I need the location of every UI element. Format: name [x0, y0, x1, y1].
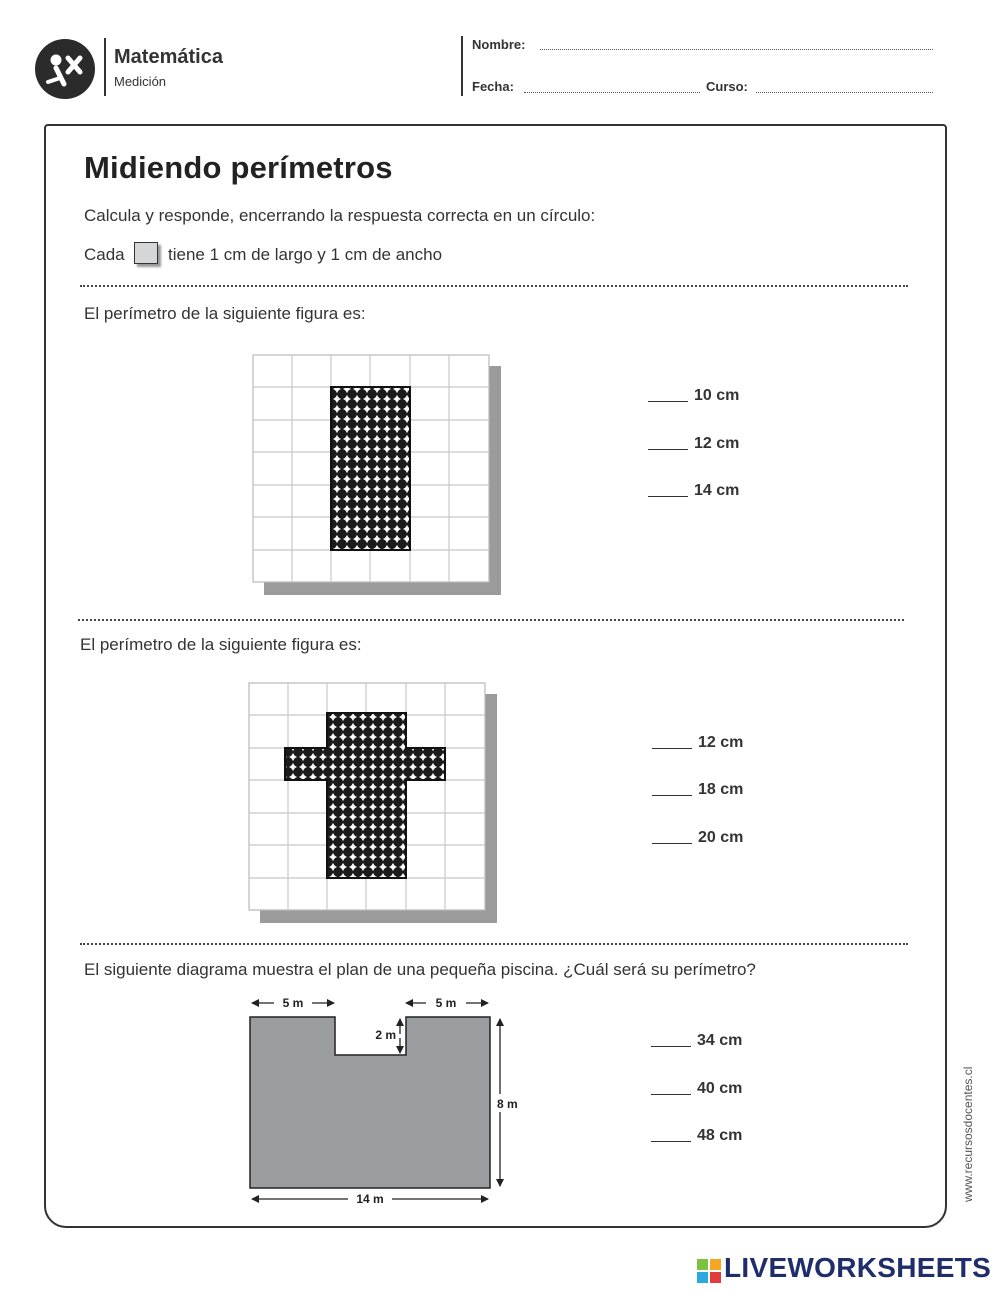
source-url: www.recursosdocentes.cl [961, 1066, 975, 1202]
q1-option-3[interactable]: 14 cm [648, 482, 739, 500]
unit-description: tiene 1 cm de largo y 1 cm de ancho [168, 245, 443, 264]
date-label: Fecha: [472, 79, 514, 94]
course-field[interactable] [756, 91, 933, 93]
liveworksheets-logo-icon [697, 1259, 721, 1283]
section-separator [80, 285, 908, 287]
pool-diagram [240, 990, 540, 1212]
worksheet-title: Midiendo perímetros [84, 150, 393, 185]
cross-figure [248, 682, 504, 928]
topic-subtitle: Medición [114, 74, 167, 89]
question-1-prompt: El perímetro de la siguiente figura es: [84, 304, 366, 323]
q3-option-3[interactable]: 48 cm [651, 1127, 742, 1145]
q2-option-3[interactable]: 20 cm [652, 829, 743, 847]
dim-notch: 2 m [375, 1028, 396, 1042]
section-separator [78, 619, 904, 621]
shaded-rectangle [331, 387, 410, 550]
dim-top-left: 5 m [282, 996, 304, 1010]
question-3-prompt: El siguiente diagrama muestra el plan de una pequeña piscina. ¿Cuál será su perímetro? [84, 960, 756, 979]
course-label: Curso: [706, 79, 748, 94]
dim-top-right: 5 m [435, 996, 457, 1010]
q2-option-2[interactable]: 18 cm [652, 781, 743, 799]
q3-option-1[interactable]: 34 cm [651, 1032, 742, 1050]
instruction-text: Calcula y responde, encerrando la respuesta correcta en un círculo: [84, 206, 596, 225]
header-divider [104, 38, 106, 96]
name-field[interactable] [540, 48, 933, 50]
question-2-prompt: El perímetro de la siguiente figura es: [80, 635, 362, 654]
liveworksheets-watermark: LIVEWORKSHEETS [724, 1252, 992, 1283]
header-divider-right [461, 36, 463, 96]
pool-shape [250, 1017, 490, 1188]
dim-height: 8 m [497, 1097, 518, 1111]
q3-option-2[interactable]: 40 cm [651, 1080, 742, 1098]
q1-option-1[interactable]: 10 cm [648, 387, 739, 405]
name-label: Nombre: [472, 37, 526, 52]
section-separator [80, 943, 908, 945]
q2-option-1[interactable]: 12 cm [652, 734, 743, 752]
matematica-logo-icon [34, 38, 96, 100]
dim-width: 14 m [356, 1192, 384, 1206]
unit-prefix: Cada [84, 245, 125, 264]
rectangle-figure [252, 354, 508, 600]
date-field[interactable] [524, 91, 700, 93]
unit-square-icon [134, 242, 158, 264]
subject-title: Matemática [114, 46, 223, 68]
q1-option-2[interactable]: 12 cm [648, 435, 739, 453]
